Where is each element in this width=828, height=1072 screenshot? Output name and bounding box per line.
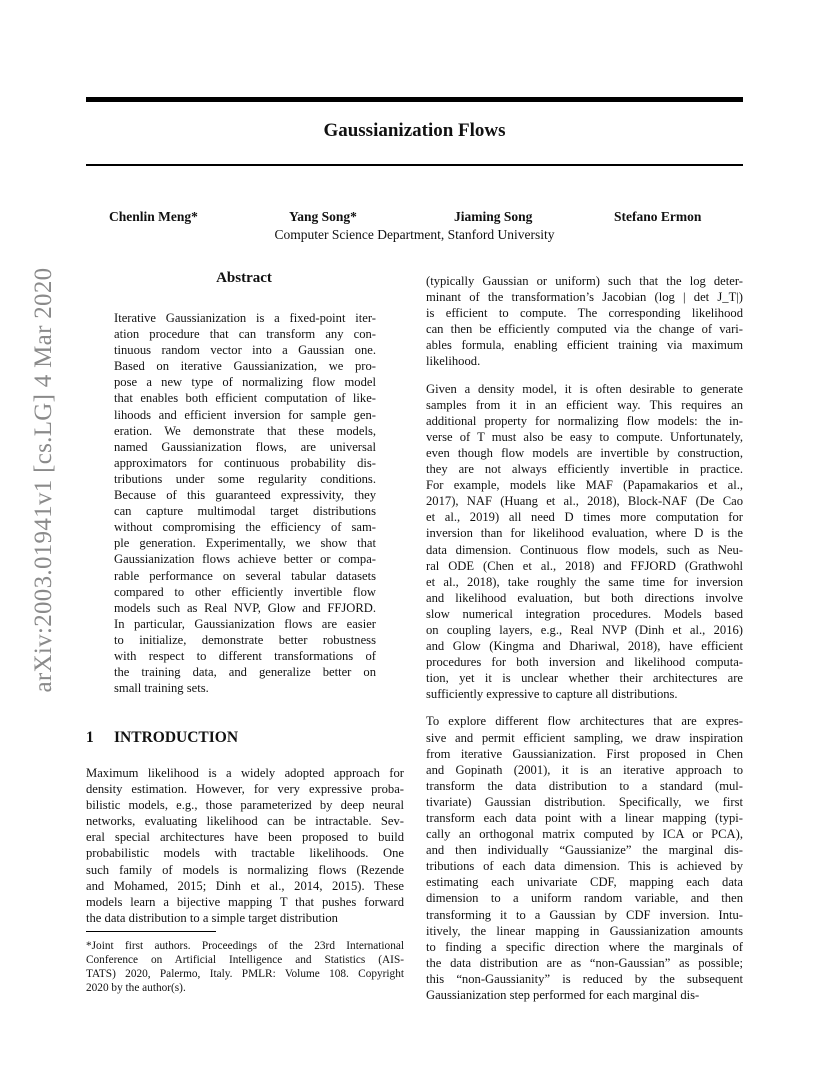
- abstract-line: Based on iterative Gaussianization, we pro-: [114, 359, 376, 374]
- body-line: and likelihood evaluation, but both directions involve: [426, 590, 743, 605]
- body-line: et al., 2018), take roughly the same time for inversion: [426, 574, 743, 589]
- abstract-line: eration. We demonstrate that these models,: [114, 423, 376, 438]
- body-line: transforming it to a Gaussian by CDF inversion. Intu-: [426, 907, 743, 922]
- introduction-line: such family of models is normalizing flows (Rezende: [86, 862, 404, 877]
- body-line: tributions of each data dimension. This is achieved by: [426, 859, 743, 874]
- footnote: [86, 939, 404, 995]
- abstract-line: Because of this guaranteed expressivity, they: [114, 488, 376, 503]
- body-line: procedures for both inversion and likelihood computa-: [426, 655, 743, 670]
- introduction-paragraph: [86, 765, 404, 926]
- body-line: to finding a specific direction where the marginals of: [426, 939, 743, 954]
- abstract-line: compared to other efficiently invertible flow: [114, 584, 376, 599]
- body-line: ables formula, enabling efficient training via maximum: [426, 338, 743, 353]
- section-heading: [86, 729, 238, 747]
- body-line: they are not always efficiently invertible in practice.: [426, 462, 743, 477]
- abstract-line: with respect to different transformations of: [114, 648, 376, 663]
- body-line: verse of T must also be easy to compute. Unfortunately,: [426, 429, 743, 444]
- author-name: Jiaming Song: [454, 209, 533, 224]
- body-line: from iterative Gaussianization. First proposed in Chen: [426, 746, 743, 761]
- introduction-line: and Mohamed, 2015; Dinh et al., 2014, 2015). These: [86, 878, 404, 893]
- abstract-line: Iterative Gaussianization is a fixed-point iter-: [114, 311, 376, 325]
- body-line: likelihood.: [426, 354, 481, 369]
- introduction-line: networks, evaluating likelihood can be intractable. Sev-: [86, 814, 404, 829]
- introduction-line: bilistic models, e.g., those parameterized by deep neural: [86, 798, 404, 813]
- body-line: estimating each univariate CDF, mapping each data: [426, 875, 743, 890]
- author-affiliation: Computer Science Department, Stanford University: [274, 227, 555, 242]
- abstract-line: In particular, Gaussianization flows are easier: [114, 616, 376, 631]
- introduction-line: the data distribution to a simple target distribution: [86, 910, 338, 925]
- introduction-line: density estimation. However, for very expressive proba-: [86, 782, 404, 797]
- body-line: on coupling layers, e.g., Real NVP (Dinh et al., 2016): [426, 622, 743, 637]
- abstract-line: named Gaussianization flows, are universal: [114, 439, 376, 454]
- section-title: INTRODUCTION: [114, 729, 239, 746]
- abstract-line: models such as Real NVP, Glow and FFJORD.: [114, 600, 376, 615]
- body-paragraph: [426, 381, 743, 703]
- body-line: Given a density model, it is often desirable to generate: [426, 381, 743, 396]
- body-line: dimension to a uniform random variable, and then: [426, 891, 743, 906]
- footnote-line: TATS) 2020, Palermo, Italy. PMLR: Volume 108. Copyright: [86, 968, 404, 980]
- abstract-line: without compromising the efficiency of sam-: [114, 520, 376, 535]
- introduction-line: probabilistic models with tractable likelihoods. One: [86, 846, 404, 861]
- author-name: Yang Song*: [289, 209, 357, 224]
- abstract-line: that enables both efficient computation of like-: [114, 391, 376, 406]
- body-line: itively, the linear mapping in Gaussianization amounts: [426, 923, 743, 938]
- title-top-rule: [86, 97, 743, 102]
- body-line: cally an orthogonal matrix computed by ICA or PCA),: [426, 827, 743, 842]
- body-line: To explore different flow architectures that are expres-: [426, 714, 743, 729]
- abstract-line: ple generation. Experimentally, we show that: [114, 536, 376, 551]
- arxiv-identifier-stamp: arXiv:2003.01941v1 [cs.LG] 4 Mar 2020: [30, 267, 57, 693]
- body-line: tion, yet it is unclear whether their architectures are: [426, 671, 743, 686]
- section-number: 1: [86, 729, 94, 746]
- abstract-line: rable performance on several tabular datasets: [114, 568, 376, 583]
- author-name: Chenlin Meng*: [109, 209, 198, 224]
- abstract-line: ation procedure that can transform any con-: [114, 327, 376, 342]
- right-column-body: [426, 273, 743, 1014]
- body-line: samples from it in an efficient way. This requires an: [426, 397, 743, 412]
- abstract-line: the training data, and generalize better on: [114, 665, 376, 680]
- body-line: can then be efficiently computed via the change of vari-: [426, 322, 743, 337]
- introduction-line: Maximum likelihood is a widely adopted approach for: [86, 766, 404, 780]
- body-line: and Glow (Kingma and Dhariwal, 2018), have efficient: [426, 639, 743, 654]
- abstract-body: [114, 310, 376, 696]
- abstract-line: pose a new type of normalizing flow model: [114, 375, 376, 390]
- body-line: transform each data point with a linear mapping (typi-: [426, 811, 743, 825]
- body-line: et al., 2019) all need D times more computation for: [426, 510, 743, 525]
- body-line: additional property for normalizing flow models: the in-: [426, 413, 743, 428]
- body-paragraph: [426, 273, 743, 370]
- paper-title: Gaussianization Flows: [323, 120, 506, 141]
- body-line: slow numerical integration procedures. Models based: [426, 606, 743, 621]
- body-line: and Gopinath (2001), it is an iterative approach to: [426, 762, 743, 777]
- abstract-line: tributions under some regularity conditions.: [114, 471, 376, 486]
- abstract-line: lihoods and efficient inversion for sample gen-: [114, 407, 376, 422]
- footnote-line: 2020 by the author(s).: [86, 982, 186, 994]
- abstract-line: tinuous random vector into a Gaussian one.: [114, 343, 376, 358]
- body-line: the data distribution are as “non-Gaussian” as possible;: [426, 955, 743, 970]
- author-name: Stefano Ermon: [614, 209, 702, 224]
- abstract-line: to initialize, demonstrate better robustness: [114, 632, 376, 647]
- footnote-line: *Joint first authors. Proceedings of the 23rd International: [86, 940, 404, 952]
- abstract-heading: Abstract: [216, 270, 272, 286]
- abstract-line: approximators for continuous probability dis-: [114, 455, 376, 470]
- body-line: sive and permit efficient sampling, we draw inspiration: [426, 730, 743, 745]
- body-line: data dimension. Continuous flow models, such as Neu-: [426, 542, 743, 557]
- body-line: tivariate) Gaussian distribution. Specifically, we first: [426, 794, 743, 809]
- title-bottom-rule: [86, 164, 743, 166]
- body-line: inversion than for likelihood evaluation, where D is the: [426, 526, 743, 541]
- body-line: (typically Gaussian or uniform) such that the log deter-: [426, 274, 743, 288]
- body-line: ral ODE (Chen et al., 2018) and FFJORD (Grathwohl: [426, 558, 743, 573]
- abstract-line: can capture multimodal target distributions: [114, 504, 376, 519]
- body-line: this “non-Gaussianity” is reduced by the subsequent: [426, 971, 743, 986]
- abstract-line: small training sets.: [114, 681, 209, 696]
- body-line: 2017), NAF (Huang et al., 2018), Block-NAF (De Cao: [426, 494, 743, 509]
- footnote-line: Conference on Artificial Intelligence and Statistics (AIS-: [86, 954, 404, 966]
- body-line: Gaussianization step performed for each marginal dis-: [426, 988, 700, 1003]
- body-line: minant of the transformation’s Jacobian (log | det J_T|): [426, 290, 743, 305]
- introduction-line: eral special architectures have been proposed to build: [86, 830, 404, 845]
- body-paragraph: [426, 713, 743, 1003]
- body-line: even though flow models are invertible by construction,: [426, 445, 743, 460]
- abstract-line: Gaussianization flows achieve better or compa-: [114, 552, 376, 567]
- body-line: For example, models like MAF (Papamakarios et al.,: [426, 478, 743, 493]
- introduction-line: models learn a bijective mapping T that pushes forward: [86, 894, 404, 909]
- body-line: transform the data distribution to a standard (mul-: [426, 778, 743, 793]
- body-line: sufficiently expressive to capture all distributions.: [426, 687, 678, 702]
- body-line: is efficient to compute. The corresponding likelihood: [426, 306, 743, 321]
- body-line: and then individually “Gaussianize” the marginal dis-: [426, 843, 743, 858]
- footnote-rule: [86, 931, 216, 932]
